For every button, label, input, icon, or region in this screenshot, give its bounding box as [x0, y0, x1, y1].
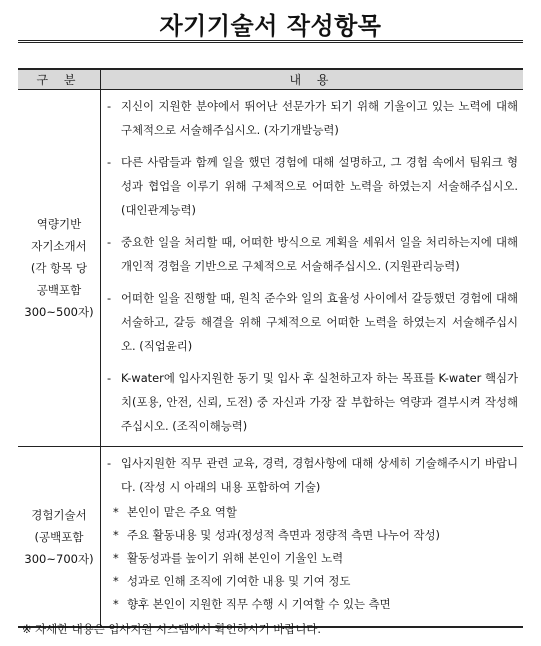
section-label-experience: [18, 447, 101, 628]
asterisk-marker: *: [113, 574, 119, 588]
table-row-experience: [18, 447, 523, 628]
list-item: [107, 230, 518, 278]
label-line: 경험기술서: [31, 507, 87, 522]
list-item: [107, 150, 518, 222]
intro-text: 입사지원한 직무 관련 교육, 경력, 경험사항에 대해 상세히 기술해주시기 바랍니다. (작성 시 아래의 내용 포함하여 기술): [121, 456, 518, 494]
bullet-text: 주요 활동내용 및 성과(정성적 측면과 정량적 측면 나누어 작성): [127, 528, 440, 542]
label-line: 자기소개서: [31, 239, 87, 253]
bullet-item: [107, 593, 518, 616]
bullet-item: [107, 524, 518, 547]
table-row-competency: [18, 90, 523, 447]
item-text: 어떠한 일을 진행할 때, 원칙 준수와 일의 효율성 사이에서 갈등했던 경험에 대해 서술하고, 갈등 해결을 위해 구체적으로 어떠한 노력을 하였는지 서술해주십시오. (직업윤리): [121, 291, 518, 353]
dash-marker: -: [107, 155, 112, 169]
title-underline: [18, 40, 523, 43]
label-line: (공백포함: [34, 529, 84, 544]
header-category: 구 분: [18, 69, 101, 90]
section-content-competency: [101, 90, 524, 447]
bullet-text: 본인이 맡은 주요 역할: [127, 505, 237, 519]
asterisk-marker: *: [113, 597, 119, 611]
list-item: [107, 94, 518, 142]
asterisk-marker: *: [113, 528, 119, 542]
item-text: 다른 사람들과 함께 일을 했던 경험에 대해 설명하고, 그 경험 속에서 팀워크 형성과 협업을 이루기 위해 구체적으로 어떠한 노력을 하였는지 서술해주십시오. (대인관계능력): [121, 155, 518, 217]
bullet-item: [107, 570, 518, 593]
list-item: [107, 286, 518, 358]
item-text: 중요한 일을 처리할 때, 어떠한 방식으로 계획을 세워서 일을 처리하는지에 대해 개인적 경험을 기반으로 구체적으로 서술해주십시오. (지원관리능력): [121, 235, 518, 273]
asterisk-marker: *: [113, 551, 119, 565]
item-text: K-water에 입사지원한 동기 및 입사 후 실천하고자 하는 목표를 K-water 핵심가치(포용, 안전, 신뢰, 도전) 중 자신과 가장 잘 부합하는 역량과 결부시켜 작성해주십시오. (조직이해능력): [121, 371, 518, 433]
footnote: ※ 자세한 내용은 입사지원 시스템에서 확인하시기 바랍니다.: [22, 622, 321, 636]
dash-marker: -: [107, 371, 112, 385]
bullet-text: 향후 본인이 지원한 직무 수행 시 기여할 수 있는 측면: [127, 597, 391, 611]
bullet-item: [107, 501, 518, 524]
bullet-text: 성과로 인해 조직에 기여한 내용 및 기여 정도: [127, 574, 351, 588]
dash-marker: -: [107, 291, 112, 305]
table-header-row: [18, 69, 523, 90]
dash-marker: -: [107, 235, 112, 249]
label-line: 300~700자): [24, 551, 94, 566]
label-line: 300~500자): [24, 305, 94, 319]
dash-marker: -: [107, 99, 112, 113]
label-line: 공백포함: [36, 283, 82, 297]
label-line: 역량기반: [36, 217, 82, 231]
bullet-text: 활동성과를 높이기 위해 본인이 기울인 노력: [127, 551, 344, 565]
experience-intro: [107, 451, 518, 499]
items-table: [18, 68, 523, 628]
asterisk-marker: *: [113, 505, 119, 519]
bullet-item: [107, 547, 518, 570]
section-content-experience: [101, 447, 524, 628]
dash-marker: -: [107, 456, 112, 470]
label-line: (각 항목 당: [30, 261, 88, 275]
section-label-competency: [18, 90, 101, 447]
item-text: 지신이 지원한 분야에서 뛰어난 선문가가 되기 위해 기울이고 있는 노력에 대해 구체적으로 서술해주십시오. (자기개발능력): [121, 99, 518, 137]
header-content: 내 용: [101, 69, 524, 90]
list-item: [107, 366, 518, 438]
page-title: 자기기술서 작성항목: [159, 12, 382, 40]
